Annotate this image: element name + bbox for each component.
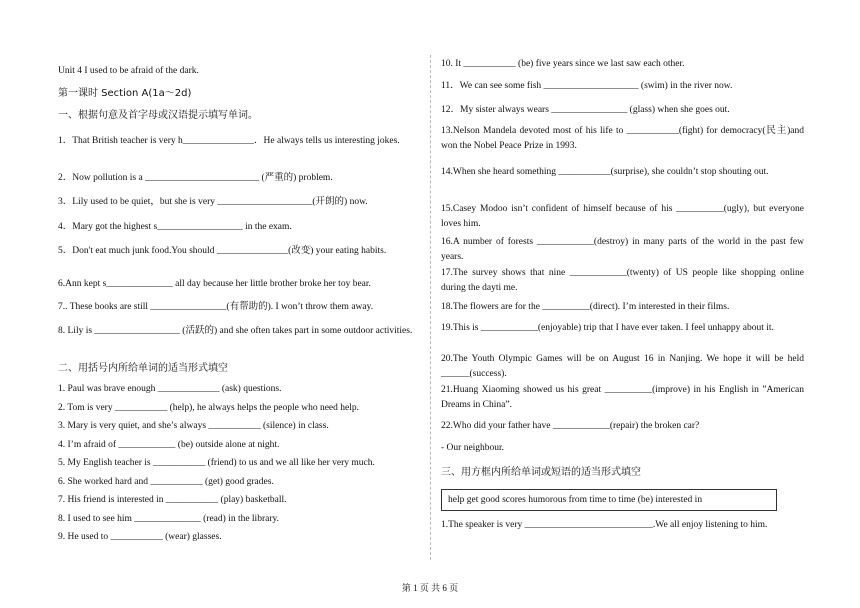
question: 22.Who did your father have ____________(repair) the broken car? — [441, 421, 700, 431]
word-box: help get good scores humorous from time to time (be) interested in — [441, 489, 777, 511]
question: 17.The survey shows that nine ____________(twenty) of US people like shopping online during the dayti me. — [441, 268, 804, 293]
question: 5．Don't eat much junk food.You should _______________(改变) your eating habits. — [58, 246, 387, 256]
answer-line: - Our neighbour. — [441, 443, 505, 453]
column-divider — [430, 55, 432, 560]
unit-title: Unit 4 I used to be afraid of the dark. — [58, 66, 199, 76]
question: 6.Ann kept s______________ all day because her little brother broke her toy bear. — [58, 279, 371, 289]
question: 7. His friend is interested in ___________ (play) basketball. — [58, 495, 287, 505]
question: 13.Nelson Mandela devoted most of his life to ___________(fight) for democracy(民主)and won the Nobel Peace Prize in 1993. — [441, 126, 804, 151]
question: 6. She worked hard and ___________ (get) good grades. — [58, 477, 274, 487]
question: 20.The Youth Olympic Games will be on August 16 in Nanjing. We hope it will be held ______(success). — [441, 354, 804, 379]
question: 1. Paul was brave enough _____________ (ask) questions. — [58, 384, 282, 394]
question: 18.The flowers are for the __________(direct). I’m interested in their films. — [441, 302, 730, 312]
page-footer: 第 1 页 共 6 页 — [401, 583, 459, 593]
question: 4．Mary got the highest s__________________ in the exam. — [58, 222, 292, 232]
question: 1．That British teacher is very h_______________．He always tells us interesting jokes. — [58, 136, 400, 146]
question: 2．Now pollution is a ________________________ (严重的) problem. — [58, 173, 333, 183]
question: 9. He used to ___________ (wear) glasses. — [58, 532, 222, 542]
lesson-title: 第一课时 Section A(1a～2d) — [58, 88, 192, 99]
question: 16.A number of forests ____________(destroy) in many parts of the world in the past few years. — [441, 237, 804, 262]
question: 3. Mary is very quiet, and she’s always ___________ (silence) in class. — [58, 421, 329, 431]
section-1-title: 一、根据句意及首字母或汉语提示填写单词。 — [58, 110, 258, 121]
section-2-title: 二、用括号内所给单词的适当形式填空 — [58, 363, 228, 374]
question: 8. Lily is __________________ (活跃的) and she often takes part in some outdoor activities. — [58, 326, 413, 336]
section-3-title: 三、用方框内所给单词或短语的适当形式填空 — [441, 467, 641, 478]
question: 12．My sister always wears ________________ (glass) when she goes out. — [441, 105, 730, 115]
question: 4. I’m afraid of ____________ (be) outside alone at night. — [58, 440, 280, 450]
question: 3．Lily used to be quiet，but she is very ____________________(开朗的) now. — [58, 197, 368, 207]
question: 7.. These books are still ________________(有帮助的). I won’t throw them away. — [58, 302, 374, 312]
question: 8. I used to see him ______________ (read) in the library. — [58, 514, 280, 524]
question: 14.When she heard something ___________(surprise), she couldn’t stop shouting out. — [441, 167, 769, 177]
question: 1.The speaker is very ___________________________.We all enjoy listening to him. — [441, 520, 768, 530]
question: 2. Tom is very ___________ (help), he always helps the people who need help. — [58, 403, 359, 413]
question: 5. My English teacher is ___________ (friend) to us and we all like her very much. — [58, 458, 375, 468]
question: 10. It ___________ (be) five years since we last saw each other. — [441, 59, 685, 69]
question: 21.Huang Xiaoming showed us his great __________(improve) in his English in ”American Dreams in China”. — [441, 385, 804, 410]
question: 15.Casey Modoo isn’t confident of himself because of his __________(ugly), but everyone loves him. — [441, 204, 804, 229]
question: 19.This is ____________(enjoyable) trip that I have ever taken. I feel unhappy about it. — [441, 323, 774, 333]
question: 11．We can see some fish ____________________ (swim) in the river now. — [441, 81, 733, 91]
